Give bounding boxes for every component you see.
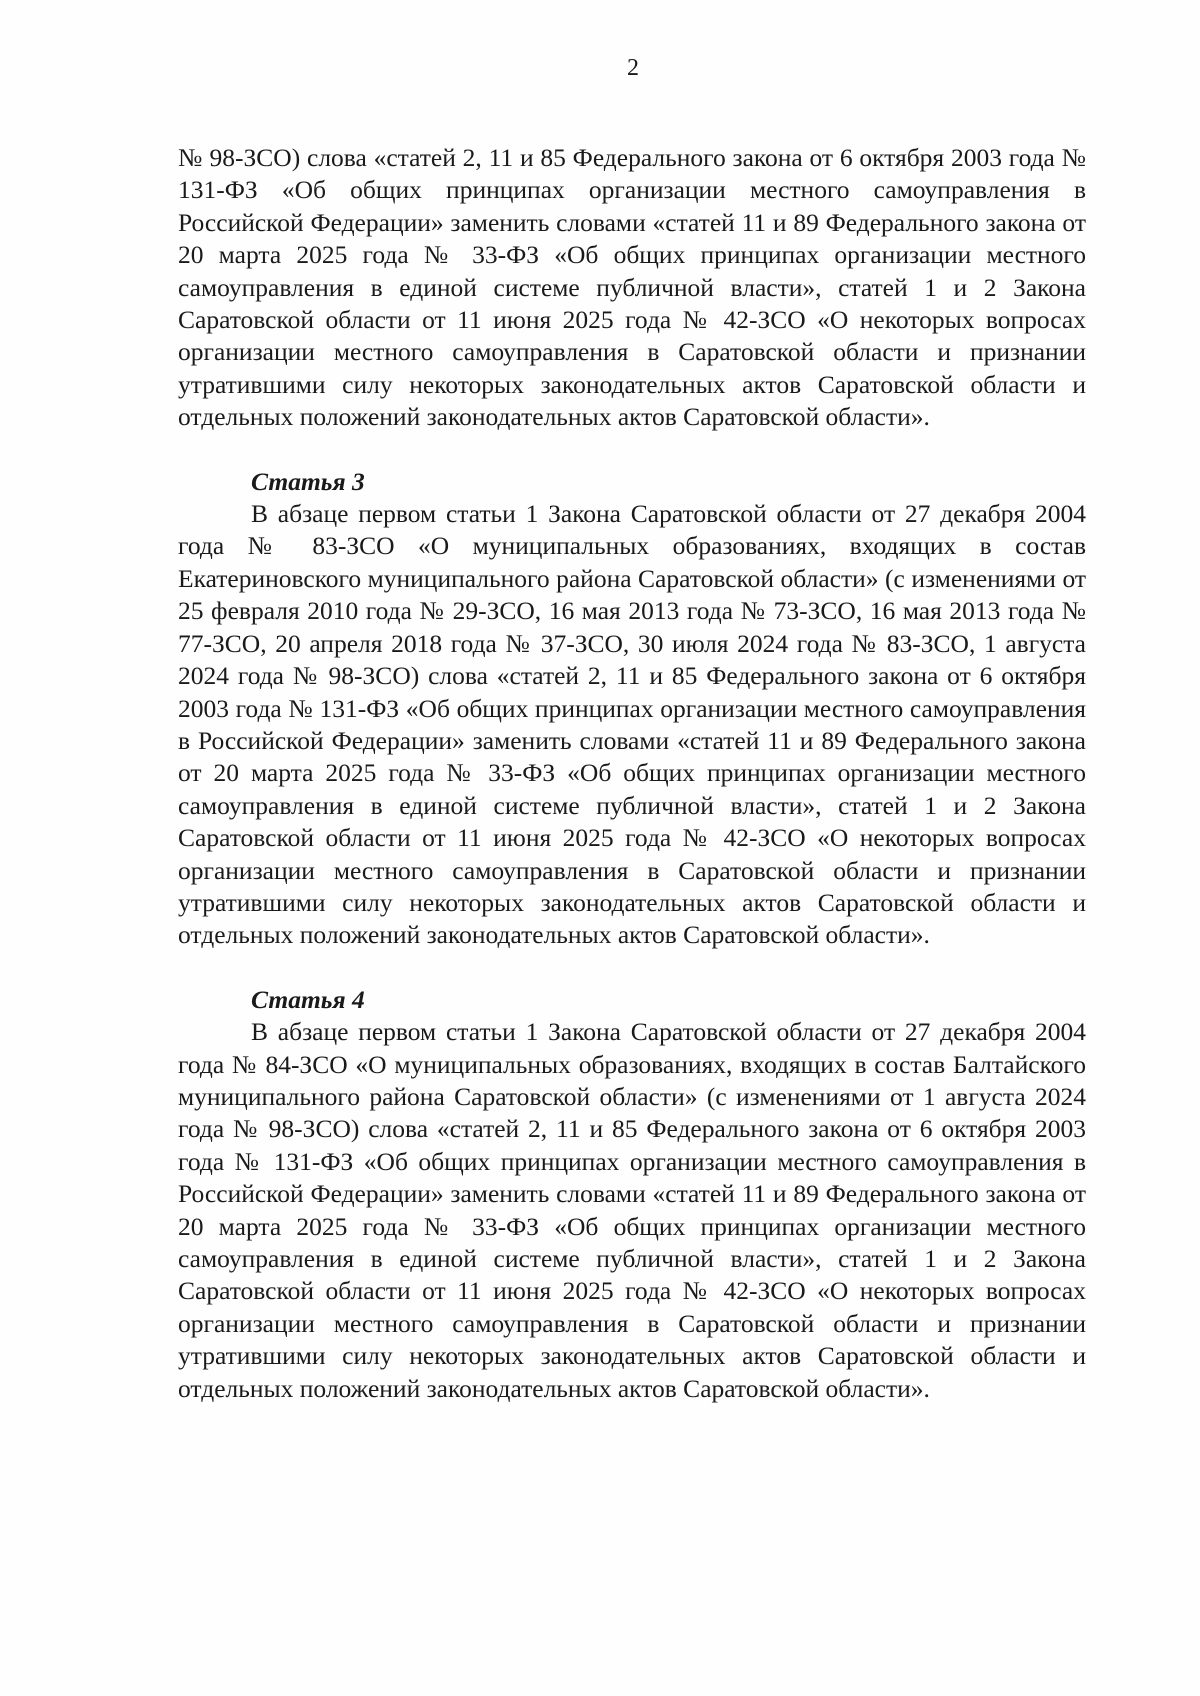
document-body (178, 142, 1086, 1405)
article-4-text: В абзаце первом статьи 1 Закона Саратовской области от 27 декабря 2004 года № 84-ЗСО «О муниципальных образованиях, входящих в состав Балтайского муниципального района Саратовской области» (с изменениями от 1 августа 2024 года № 98-ЗСО) слова «статей 2, 11 и 85 Федерального закона от 6 октября 2003 года № 131-ФЗ «Об общих принципах организации местного самоуправления в Российской Федерации» заменить словами «статей 11 и 89 Федерального закона от 20 марта 2025 года № 33-ФЗ «Об общих принципах организации местного самоуправления в единой системе публичной власти», статей 1 и 2 Закона Саратовской области от 11 июня 2025 года № 42-ЗСО «О некоторых вопросах организации местного самоуправления в Саратовской области и признании утратившими силу некоторых законодательных актов Саратовской области и отдельных положений законодательных актов Саратовской области». (178, 1017, 1086, 1403)
article-4-heading: Статья 4 (251, 984, 365, 1014)
spacer (178, 434, 1086, 466)
page-number: 2 (627, 55, 639, 81)
article-3-text: В абзаце первом статьи 1 Закона Саратовской области от 27 декабря 2004 года № 83-ЗСО «О муниципальных образованиях, входящих в состав Екатериновского муниципального района Саратовской области» (с изменениями от 25 февраля 2010 года № 29-ЗСО, 16 мая 2013 года № 73-ЗСО, 16 мая 2013 года № 77-ЗСО, 20 апреля 2018 года № 37-ЗСО, 30 июля 2024 года № 83-ЗСО, 1 августа 2024 года № 98-ЗСО) слова «статей 2, 11 и 85 Федерального закона от 6 октября 2003 года № 131-ФЗ «Об общих принципах организации местного самоуправления в Российской Федерации» заменить словами «статей 11 и 89 Федерального закона от 20 марта 2025 года № 33-ФЗ «Об общих принципах организации местного самоуправления в единой системе публичной власти», статей 1 и 2 Закона Саратовской области от 11 июня 2025 года № 42-ЗСО «О некоторых вопросах организации местного самоуправления в Саратовской области и признании утратившими силу некоторых законодательных актов Саратовской области и отдельных положений законодательных актов Саратовской области». (178, 499, 1086, 950)
article-3-heading: Статья 3 (251, 466, 365, 496)
intro-paragraph: № 98-ЗСО) слова «статей 2, 11 и 85 Федерального закона от 6 октября 2003 года № 131-ФЗ «Об общих принципах организации местного самоуправления в Российской Федерации» заменить словами «статей 11 и 89 Федерального закона от 20 марта 2025 года № 33-ФЗ «Об общих принципах организации местного самоуправления в единой системе публичной власти», статей 1 и 2 Закона Саратовской области от 11 июня 2025 года № 42-ЗСО «О некоторых вопросах организации местного самоуправления в Саратовской области и признании утратившими силу некоторых законодательных актов Саратовской области и отдельных положений законодательных актов Саратовской области». (178, 143, 1086, 432)
spacer (178, 952, 1086, 984)
